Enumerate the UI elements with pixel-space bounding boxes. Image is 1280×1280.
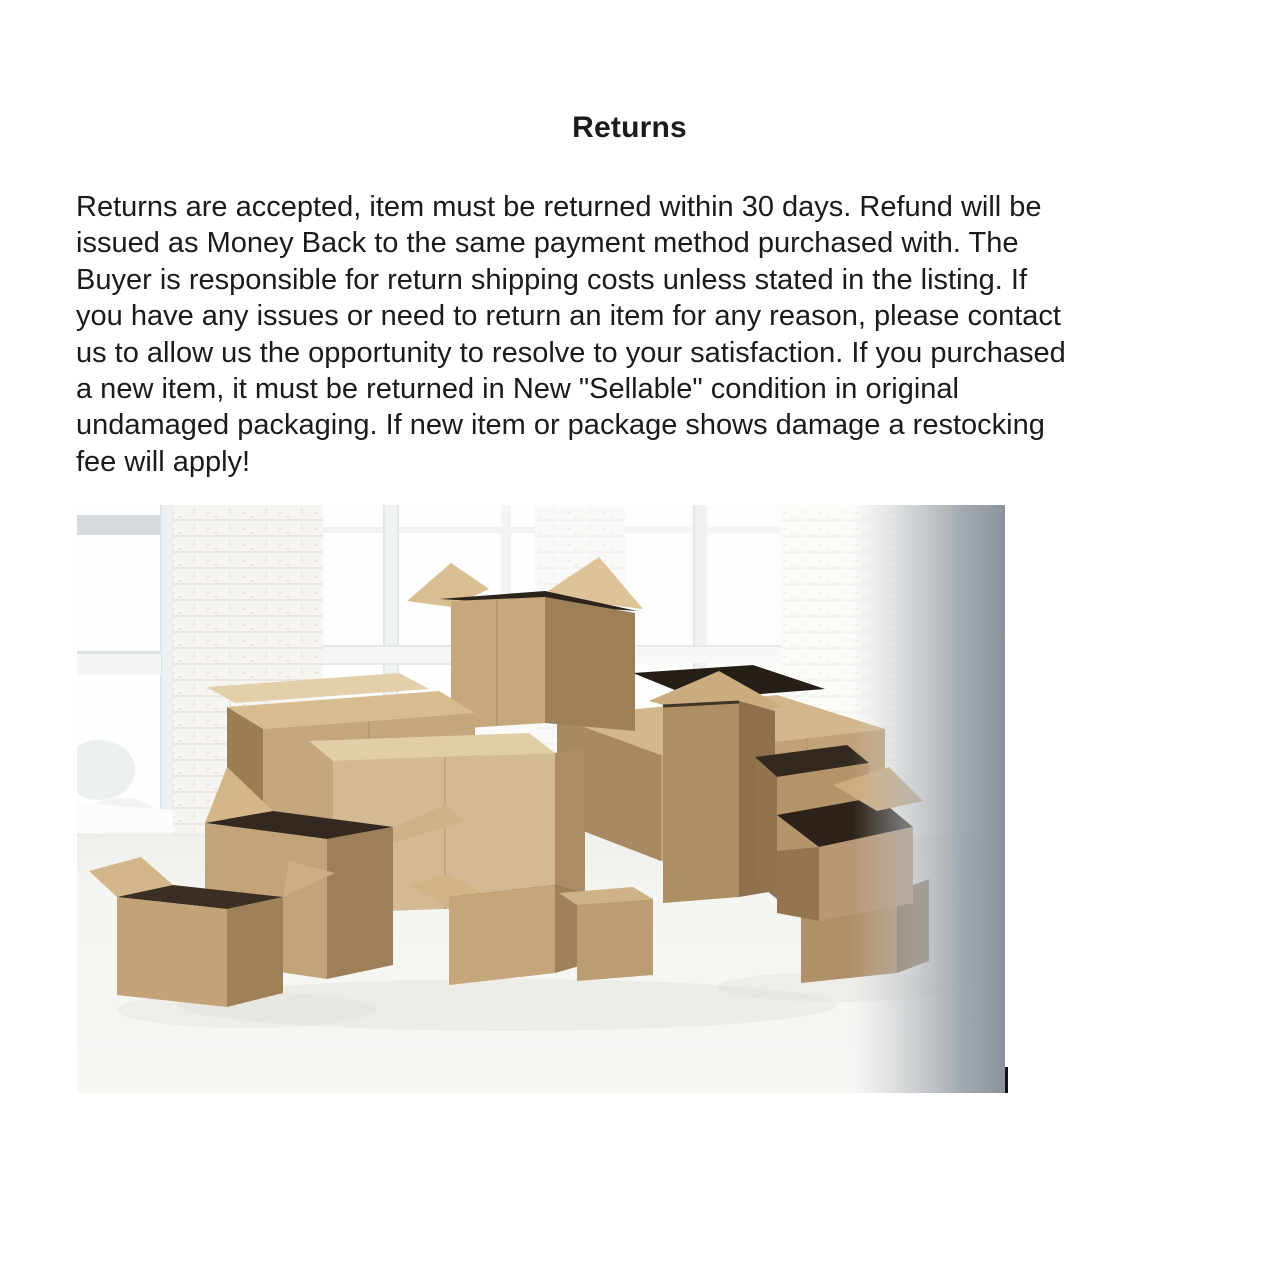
- photo-haze: [77, 505, 1005, 1093]
- paragraph-line: undamaged packaging. If new item or package shows damage a restocking: [76, 409, 1045, 442]
- page-title: Returns: [572, 111, 687, 144]
- paragraph-line: us to allow us the opportunity to resolve to your satisfaction. If you purchased: [76, 336, 1066, 369]
- returns-policy-paragraph: [76, 189, 1191, 480]
- paragraph-line: issued as Money Back to the same payment method purchased with. The: [76, 227, 1019, 260]
- paragraph-line: Returns are accepted, item must be returned within 30 days. Refund will be: [76, 191, 1042, 223]
- paragraph-line: Buyer is responsible for return shipping costs unless stated in the listing. If: [76, 263, 1028, 296]
- paragraph-line: fee will apply!: [76, 445, 251, 478]
- cardboard-boxes-photo: [77, 505, 1005, 1093]
- text-cursor[interactable]: [1005, 1067, 1008, 1093]
- paragraph-line: you have any issues or need to return an item for any reason, please contact: [76, 300, 1061, 333]
- paragraph-line: a new item, it must be returned in New "Sellable" condition in original: [76, 373, 959, 406]
- boxes-photo-figure: [77, 505, 1005, 1093]
